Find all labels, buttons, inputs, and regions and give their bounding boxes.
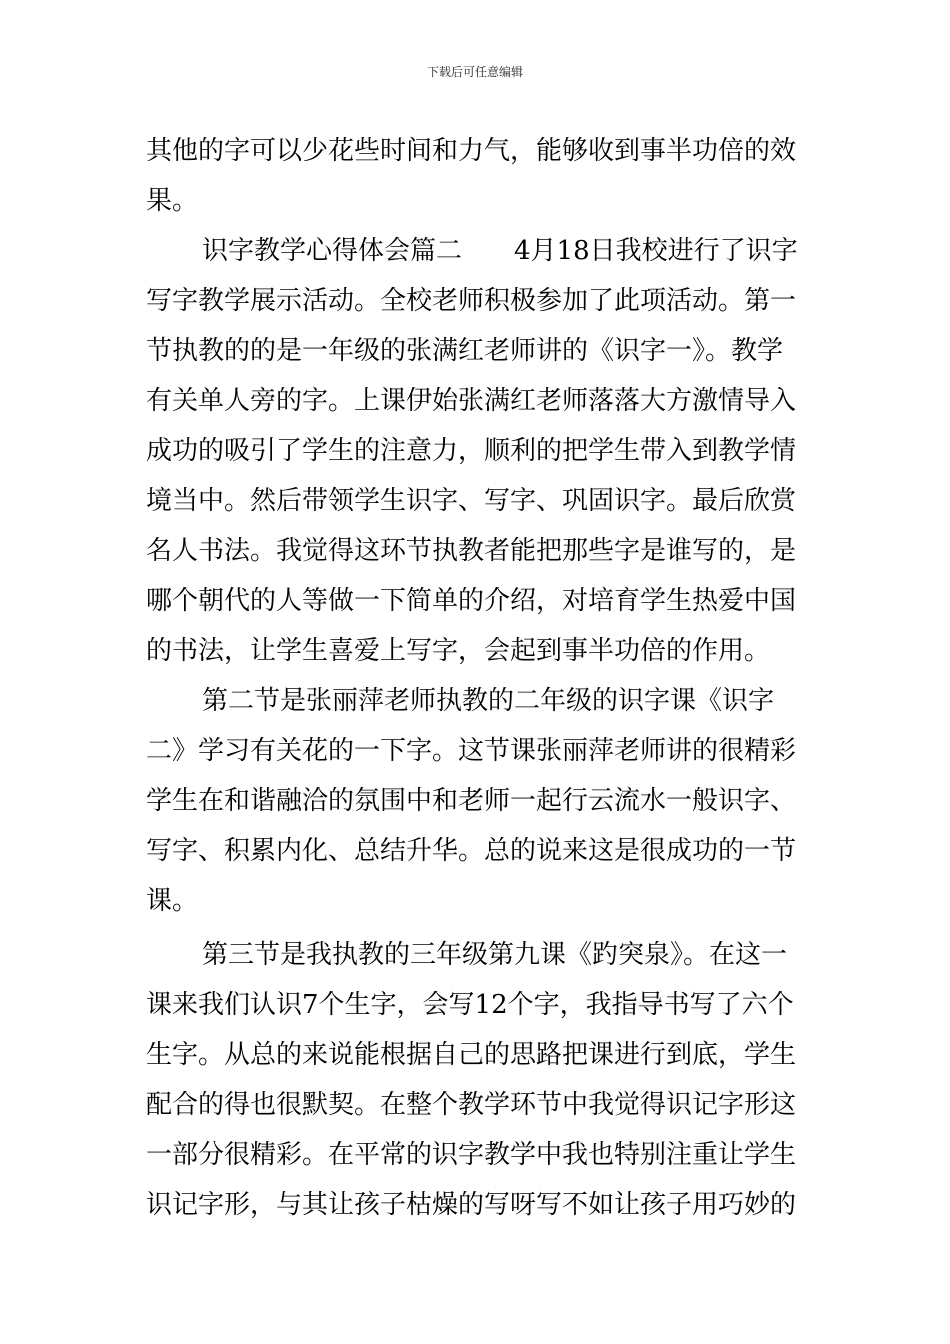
text-line: 第三节是我执教的三年级第九课《趵突泉》。在这一 <box>202 940 788 970</box>
text-line: 成功的吸引了学生的注意力，顺利的把学生带入到教学情 <box>146 436 797 466</box>
page-header: 下载后可任意编辑 <box>426 65 523 79</box>
text-line: 第二节是张丽萍老师执教的二年级的识字课《识字 <box>202 686 775 716</box>
text-line: 配合的得也很默契。在整个教学环节中我觉得识记字形这 <box>146 1090 797 1120</box>
text-line: 识记字形，与其让孩子枯燥的写呀写不如让孩子用巧妙的 <box>146 1190 797 1220</box>
text-line: 的书法，让学生喜爱上写字，会起到事半功倍的作用。 <box>146 636 771 666</box>
document-body <box>146 126 810 1230</box>
text-line: 名人书法。我觉得这环节执教者能把那些字是谁写的，是 <box>146 536 797 566</box>
text-line: 学生在和谐融洽的氛围中和老师一起行云流水一般识字、 <box>146 786 797 816</box>
text-line: 课。 <box>146 886 199 916</box>
text-line: 写字、积累内化、总结升华。总的说来这是很成功的一节 <box>146 836 797 866</box>
text-line: 果。 <box>146 186 199 216</box>
text-line: 节执教的的是一年级的张满红老师讲的《识字一》。教学 <box>146 336 784 366</box>
text-line: 有关单人旁的字。上课伊始张满红老师落落大方激情导入 <box>146 386 797 416</box>
text-line: 课来我们认识7个生字，会写12个字，我指导书写了六个 <box>146 990 794 1020</box>
text-line: 其他的字可以少花些时间和力气，能够收到事半功倍的效 <box>146 136 797 166</box>
text-line: 哪个朝代的人等做一下简单的介绍，对培育学生热爱中国 <box>146 586 797 616</box>
text-line: 生字。从总的来说能根据自己的思路把课进行到底，学生 <box>146 1040 797 1070</box>
text-line: 二》学习有关花的一下字。这节课张丽萍老师讲的很精彩 <box>146 736 797 766</box>
text-line: 识字教学心得体会篇二 4月18日我校进行了识字 <box>202 236 798 266</box>
text-line: 境当中。然后带领学生识字、写字、巩固识字。最后欣赏 <box>146 486 797 516</box>
text-line: 写字教学展示活动。全校老师积极参加了此项活动。第一 <box>146 286 797 316</box>
text-line: 一部分很精彩。在平常的识字教学中我也特别注重让学生 <box>146 1140 797 1170</box>
